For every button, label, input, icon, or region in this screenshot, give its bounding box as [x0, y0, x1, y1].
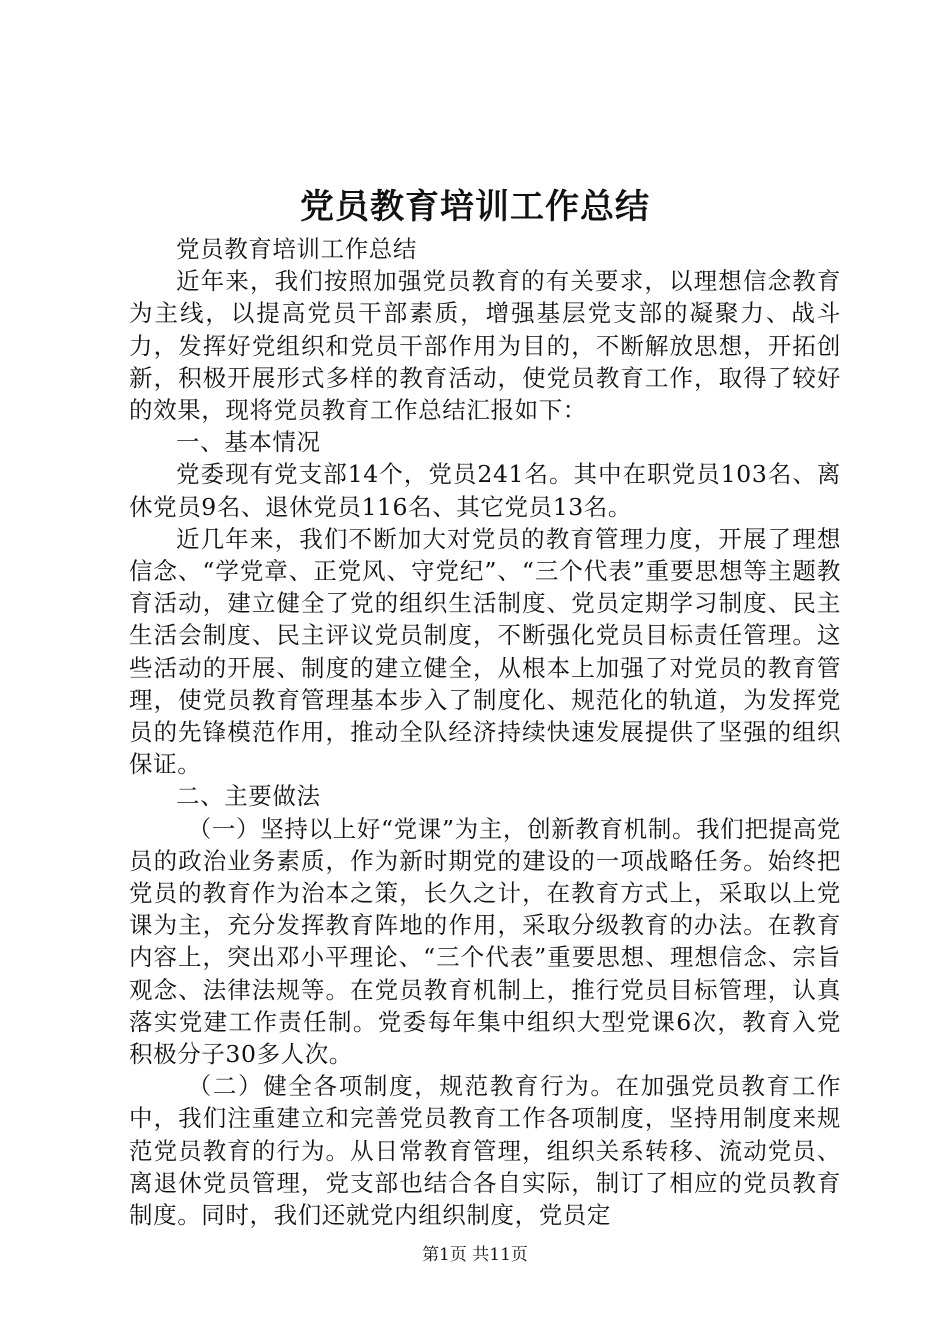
paragraph-intro: 近年来，我们按照加强党员教育的有关要求，以理想信念教育为主线，以提高党员干部素质，增强基层党支部的凝聚力、战斗力，发挥好党组织和党员干部作用为目的，不断解放思想，开拓创新，积极开展形式多样的教育活动，使党员教育工作，取得了较好的效果，现将党员教育工作总结汇报如下： — [129, 267, 841, 425]
paragraph-practice-two: （二）健全各项制度，规范教育行为。在加强党员教育工作中，我们注重建立和完善党员教育工作各项制度，坚持用制度来规范党员教育的行为。从日常教育管理，组织关系转移、流动党员、离退休党员管理，党支部也结合各自实际，制订了相应的党员教育制度。同时，我们还就党内组织制度，党员定 — [129, 1072, 841, 1230]
document-title: 党员教育培训工作总结 — [300, 187, 650, 227]
paragraph-recent-years: 近几年来，我们不断加大对党员的教育管理力度，开展了理想信念、“学党章、正党风、守党纪”、“三个代表”重要思想等主题教育活动，建立健全了党的组织生活制度、党员定期学习制度、民主生活会制度、民主评议党员制度，不断强化党员目标责任管理。这些活动的开展、制度的建立健全，从根本上加强了对党员的教育管理，使党员教育管理基本步入了制度化、规范化的轨道，为发挥党员的先锋模范作用，推动全队经济持续快速发展提供了坚强的组织保证。 — [129, 524, 841, 779]
section-heading-basic-situation: 一、基本情况 — [176, 428, 321, 457]
document-body — [129, 233, 841, 1231]
paragraph-practice-one: （一）坚持以上好“党课”为主，创新教育机制。我们把提高党员的政治业务素质，作为新时期党的建设的一项战略任务。始终把党员的教育作为治本之策，长久之计，在教育方式上，采取以上党课为主，充分发挥教育阵地的作用，采取分级教育的办法。在教育内容上，突出邓小平理论、“三个代表”重要思想、理想信念、宗旨观念、法律法规等。在党员教育机制上，推行党员目标管理，认真落实党建工作责任制。党委每年集中组织大型党课6次，教育入党积极分子30多人次。 — [129, 814, 841, 1069]
paragraph-subtitle: 党员教育培训工作总结 — [176, 235, 417, 263]
section-heading-main-practices: 二、主要做法 — [176, 782, 321, 811]
paragraph-statistics: 党委现有党支部14个，党员241名。其中在职党员103名、离休党员9名、退休党员116名、其它党员13名。 — [129, 460, 841, 521]
page-number-footer: 第1页 共11页 — [422, 1245, 528, 1265]
